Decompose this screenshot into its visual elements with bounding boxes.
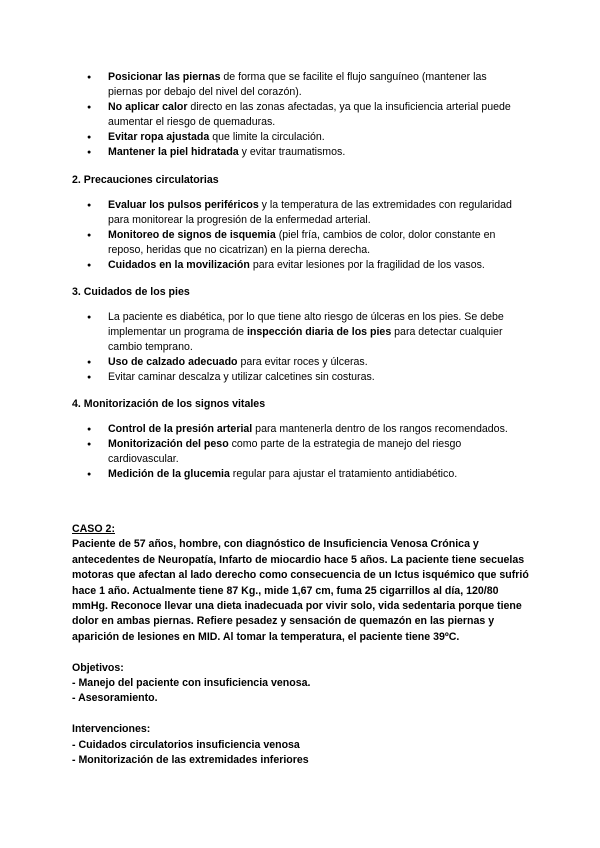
objective-item: - Manejo del paciente con insuficiencia venosa. [72, 677, 311, 690]
section2-heading: 2. Precauciones circulatorias [72, 174, 219, 186]
case2-block [72, 522, 532, 768]
section1-list [0, 70, 600, 160]
section4-list [0, 422, 600, 482]
objectives-heading: Objetivos: [72, 661, 124, 674]
section4-heading: 4. Monitorización de los signos vitales [72, 398, 266, 410]
intervention-item: - Monitorización de las extremidades inferiores [72, 754, 309, 767]
list-item: ● Evitar caminar descalza y utilizar calcetines sin costuras. [0, 370, 600, 385]
section3-list [0, 310, 600, 385]
list-item: ● No aplicar calor directo en las zonas afectadas, ya que la insuficiencia arterial puede aumentar el riesgo de quemaduras. [0, 100, 600, 130]
case2-description: Paciente de 57 años, hombre, con diagnóstico de Insuficiencia Venosa Crónica y antecedentes de Neuropatía, Infarto de miocardio hace 5 años. La paciente tiene secuelas motoras que afectan al lado derecho como consecuencia de un Ictus isquémico que sufrió hace 1 año. Actualmente tiene 87 Kg., mide 1,67 cm, fuma 25 cigarrillos al día, 120/80 mmHg. Reconoce llevar una dieta inadecuada por vivir solo, vida sedentaria porque tiene dolor en ambas piernas. Refiere pesadez y sensación de quemazón en las piernas y aparición de lesiones en MID. Al tomar la temperatura, el paciente tiene 39ºC. [72, 538, 529, 643]
list-item: ● Monitorización del peso como parte de la estrategia de manejo del riesgo cardiovascular. [0, 437, 600, 467]
list-item: ● La paciente es diabética, por lo que tiene alto riesgo de úlceras en los pies. Se debe implementar un programa de inspección diaria de los pies para detectar cualquier cambio temprano. [0, 310, 600, 355]
list-item: ● Cuidados en la movilización para evitar lesiones por la fragilidad de los vasos. [0, 258, 600, 273]
section3-heading: 3. Cuidados de los pies [72, 286, 190, 298]
objective-item: - Asesoramiento. [72, 692, 158, 705]
section2-list [0, 198, 600, 273]
list-item: ● Control de la presión arterial para mantenerla dentro de los rangos recomendados. [0, 422, 600, 437]
list-item: ● Evitar ropa ajustada que limite la circulación. [0, 130, 600, 145]
intervention-item: - Cuidados circulatorios insuficiencia venosa [72, 738, 300, 751]
list-item: ● Medición de la glucemia regular para ajustar el tratamiento antidiabético. [0, 467, 600, 482]
list-item: ● Mantener la piel hidratada y evitar traumatismos. [0, 145, 600, 160]
case2-title: CASO 2: [72, 523, 115, 535]
list-item: ● Uso de calzado adecuado para evitar roces y úlceras. [0, 355, 600, 370]
list-item: ● Posicionar las piernas de forma que se facilite el flujo sanguíneo (mantener las piernas por debajo del nivel del corazón). [0, 70, 600, 100]
interventions-heading: Intervenciones: [72, 723, 151, 736]
list-item: ● Evaluar los pulsos periféricos y la temperatura de las extremidades con regularidad para monitorear la progresión de la enfermedad arterial. [0, 198, 600, 228]
list-item: ● Monitoreo de signos de isquemia (piel fría, cambios de color, dolor constante en reposo, heridas que no cicatrizan) en la pierna derecha. [0, 228, 600, 258]
